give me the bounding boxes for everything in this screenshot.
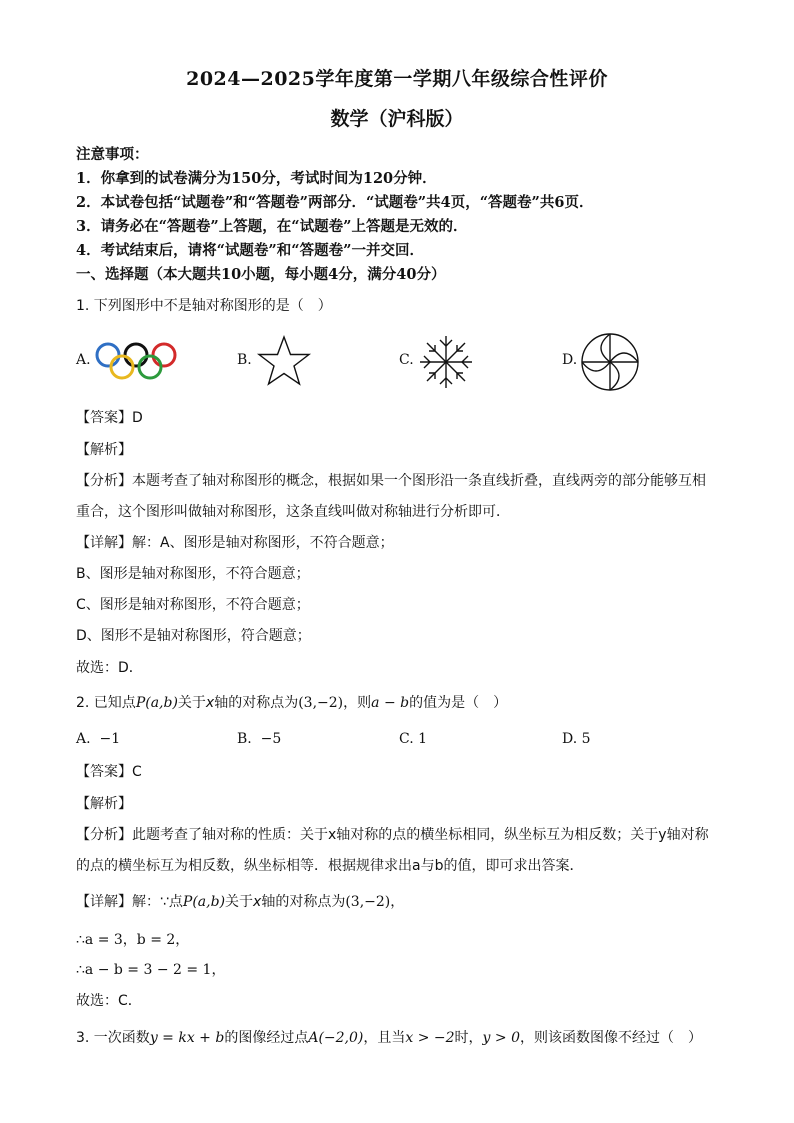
section-heading: 一、选择题（本大题共10小题，每小题4分，满分40分）	[76, 266, 446, 283]
olympic-rings-icon	[94, 340, 180, 384]
q1-detail-4: D、图形不是轴对称图形，符合题意；	[76, 628, 311, 644]
q2-detail-coord: (3,−2)	[345, 894, 391, 910]
note-item-1: 1．你拿到的试卷满分为150分，考试时间为120分钟．	[76, 170, 437, 187]
q3-stem-a: 3. 一次函数	[76, 1030, 150, 1046]
q2-detail-line-1	[76, 892, 404, 912]
note-item-3: 3．请务必在“答题卷”上答题，在“试题卷”上答题是无效的．	[76, 218, 468, 235]
q2-detail-point: P(a,b)	[182, 894, 226, 910]
q2-answer: 【答案】C	[76, 764, 142, 780]
q2-analysis: 【分析】此题考查了轴对称的性质：关于x轴对称的点的横坐标相同，纵坐标互为相反数；关于y轴对称的点的横坐标互为相反数，纵坐标相等．根据规律求出a与b的值，即可求出答案．	[76, 827, 709, 874]
q2-detail-1a: 【详解】解：∵点	[76, 894, 183, 910]
q2-expr: a − b	[371, 695, 410, 711]
q2-analysis-label: 【解析】	[76, 796, 132, 812]
q2-axis: x	[205, 695, 215, 711]
q2-coord: (3,−2)	[298, 695, 344, 711]
q2-stem	[76, 693, 507, 713]
q2-detail-1c: 轴的对称点为	[261, 894, 346, 910]
q3-stem-b: 的图像经过点	[224, 1030, 309, 1046]
q2-option-d-value: 5	[581, 731, 591, 747]
q3-stem-e: ，则该函数图像不经过（ ）	[519, 1030, 702, 1046]
q3-func: y = kx + b	[149, 1030, 225, 1046]
q3-stem	[76, 1028, 702, 1048]
q2-option-c-value: 1	[418, 731, 428, 747]
q2-option-c-label: C.	[399, 731, 414, 747]
q2-stem-d: ，则	[343, 695, 372, 711]
note-item-4: 4．考试结束后，请将“试题卷”和“答题卷”一并交回．	[76, 242, 424, 259]
q2-option-b-label: B.	[237, 731, 252, 747]
notes-heading: 注意事项：	[76, 146, 149, 163]
q2-stem-e: 的值为是（ ）	[409, 695, 508, 711]
q2-stem-a: 2. 已知点	[76, 695, 136, 711]
q1-detail-1: 【详解】解：A、图形是轴对称图形，不符合题意；	[76, 535, 394, 551]
q1-analysis-label: 【解析】	[76, 442, 132, 458]
q1-detail-2: B、图形是轴对称图形，不符合题意；	[76, 566, 310, 582]
q1-option-a-label: A.	[76, 352, 91, 368]
q3-cond-1: x > −2	[405, 1030, 455, 1046]
q2-option-a	[76, 731, 120, 747]
q2-option-d	[562, 731, 591, 747]
q3-cond-2: y > 0	[482, 1030, 520, 1046]
q2-option-a-label: A.	[76, 731, 91, 747]
q1-analysis: 【分析】本题考查了轴对称图形的概念，根据如果一个图形沿一条直线折叠，直线两旁的部分能够互相重合，这个图形叫做轴对称图形，这条直线叫做对称轴进行分析即可．	[76, 473, 706, 520]
exam-title: 2024—2025学年度第一学期八年级综合性评价	[186, 68, 608, 90]
q1-answer: 【答案】D	[76, 410, 143, 426]
q2-option-a-value: −1	[99, 731, 121, 747]
q1-option-c-label: C.	[399, 352, 414, 368]
pinwheel-icon	[580, 332, 640, 392]
q2-option-d-label: D.	[562, 731, 578, 747]
q1-option-d-label: D.	[562, 352, 578, 368]
q2-detail-line-3: ∴a − b = 3 − 2 = 1，	[76, 962, 226, 978]
q2-option-c	[399, 731, 427, 747]
q1-detail-5: 故选：D．	[76, 660, 143, 676]
q2-stem-b: 关于	[177, 695, 206, 711]
q3-point: A(−2,0)	[308, 1030, 364, 1046]
q1-detail-3: C、图形是轴对称图形，不符合题意；	[76, 597, 310, 613]
q2-option-b-value: −5	[260, 731, 282, 747]
q2-detail-line-2: ∴a = 3，b = 2，	[76, 932, 190, 948]
q1-stem: 1. 下列图形中不是轴对称图形的是（ ）	[76, 298, 332, 314]
q2-option-b	[237, 731, 281, 747]
q2-stem-c: 轴的对称点为	[214, 695, 299, 711]
q3-stem-c: ，且当	[363, 1030, 406, 1046]
q1-option-b-label: B.	[237, 352, 252, 368]
note-item-2: 2．本试卷包括“试题卷”和“答题卷”两部分．“试题卷”共4页，“答题卷”共6页．	[76, 194, 594, 211]
star-icon	[256, 335, 312, 387]
q2-detail-1d: ，	[390, 894, 405, 910]
q2-detail-line-4: 故选：C．	[76, 993, 142, 1009]
q2-detail-1b: 关于	[225, 894, 254, 910]
q2-point: P(a,b)	[135, 695, 178, 711]
snowflake-icon	[418, 334, 474, 390]
q3-stem-d: 时，	[454, 1030, 483, 1046]
exam-subtitle: 数学（沪科版）	[330, 108, 464, 130]
q2-detail-axis: x	[253, 894, 262, 910]
